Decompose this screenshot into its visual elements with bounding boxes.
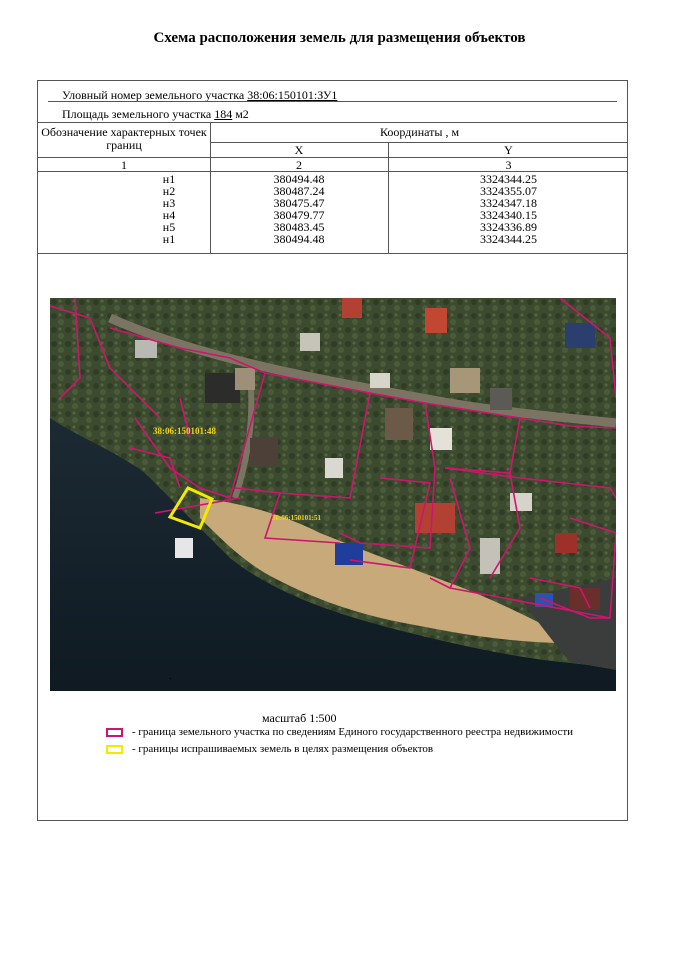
y-cell: 3324336.89 xyxy=(480,220,537,234)
x-header: X xyxy=(294,143,304,157)
table-row xyxy=(38,221,627,233)
table-row xyxy=(38,197,627,209)
divider xyxy=(210,142,627,143)
x-cell: 380487.24 xyxy=(273,184,325,198)
table-row xyxy=(38,209,627,221)
parcel-area-row xyxy=(38,107,627,122)
col-number-2: 2 xyxy=(296,158,302,172)
table-row xyxy=(38,173,627,185)
parcel-area-label: Площадь земельного участка xyxy=(62,107,212,121)
parcel-area-value: 184 xyxy=(214,107,233,121)
divider xyxy=(388,142,389,253)
point-cell: н2 xyxy=(162,184,176,198)
col-number-1: 1 xyxy=(121,158,127,172)
point-cell: н1 xyxy=(162,232,176,246)
parcel-label-51: 38:06:150101:51 xyxy=(272,514,321,522)
divider xyxy=(38,253,627,254)
table-row xyxy=(38,233,627,245)
legend-text-boundary: - граница земельного участка по сведениям Единого государственного реестра недвижимости xyxy=(132,726,574,738)
parcel-area-unit: м2 xyxy=(235,107,249,121)
points-column-header: Обозначение характерных точек границ xyxy=(41,125,207,152)
requested-swatch-icon xyxy=(106,745,123,754)
point-cell: н3 xyxy=(162,196,176,210)
y-header: Y xyxy=(504,143,513,157)
point-cell: н4 xyxy=(162,208,176,222)
divider xyxy=(38,122,627,123)
y-cell: 3324355.07 xyxy=(480,184,537,198)
x-cell: 380494.48 xyxy=(273,232,325,246)
pier xyxy=(175,538,193,558)
scale-label: масштаб 1:500 xyxy=(262,711,337,725)
col-number-3: 3 xyxy=(505,158,512,172)
boundary-swatch-icon xyxy=(106,728,123,737)
y-cell: 3324344.25 xyxy=(480,232,537,246)
parcel-number-label: Уловный номер земельного участка xyxy=(62,88,245,102)
y-cell: 3324340.15 xyxy=(480,208,537,222)
legend-text-requested: - границы испрашиваемых земель в целях размещения объектов xyxy=(132,743,434,755)
point-cell: н1 xyxy=(162,172,176,186)
x-cell: 380479.77 xyxy=(273,208,325,222)
document-title: Схема расположения земель для размещения объектов xyxy=(153,30,526,46)
x-cell: 380494.48 xyxy=(273,172,325,186)
point-cell: н5 xyxy=(162,220,176,234)
scheme-frame xyxy=(37,80,628,821)
map-drawing xyxy=(50,298,616,691)
parcel-number-value: 38:06:150101:ЗУ1 xyxy=(247,88,338,102)
parcel-label-48: 38:06:150101:48 xyxy=(153,426,216,436)
divider xyxy=(38,171,627,172)
y-cell: 3324344.25 xyxy=(480,172,537,186)
coordinates-header: Координаты , м xyxy=(379,125,460,139)
x-cell: 380475.47 xyxy=(273,196,325,210)
x-cell: 380483.45 xyxy=(273,220,325,234)
table-row xyxy=(38,185,627,197)
satellite-map xyxy=(50,298,616,691)
divider xyxy=(48,101,617,102)
divider xyxy=(210,122,211,253)
y-cell: 3324347.18 xyxy=(480,196,537,210)
